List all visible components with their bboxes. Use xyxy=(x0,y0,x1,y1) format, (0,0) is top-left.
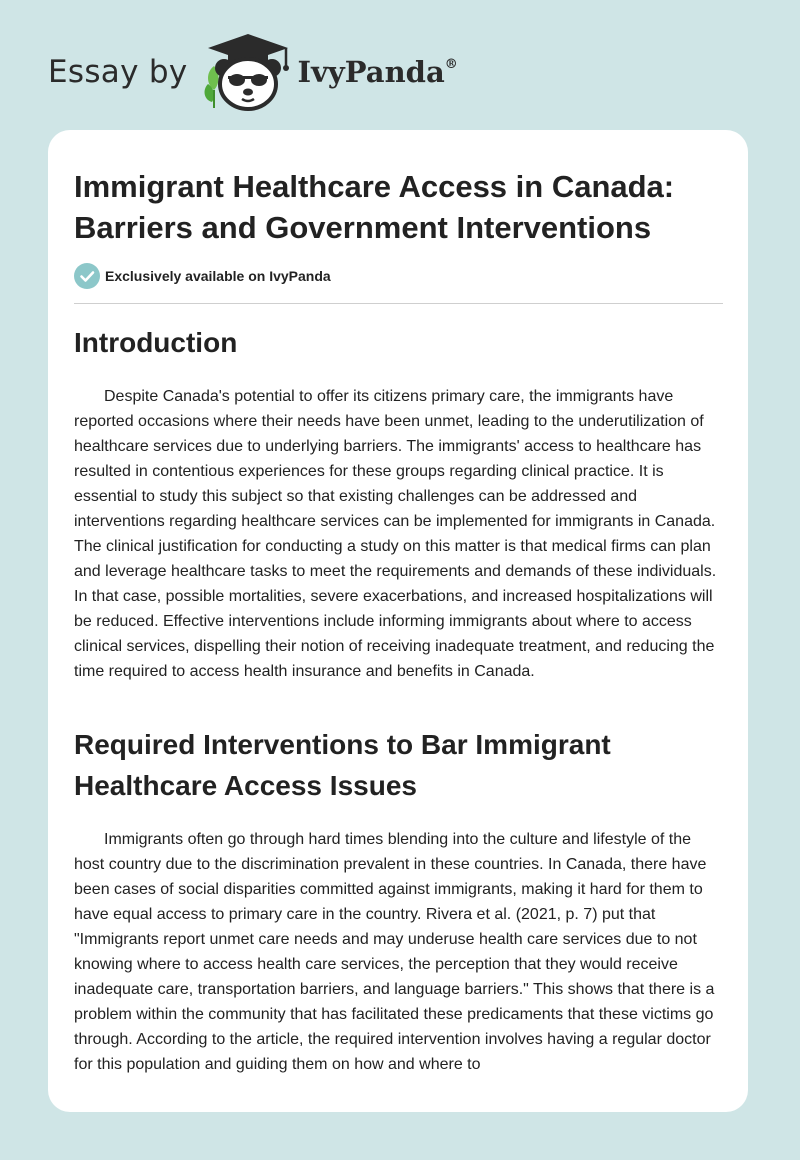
site-header xyxy=(48,32,458,112)
section-paragraph-introduction: Despite Canada's potential to offer its citizens primary care, the immigrants have reported occasions where their needs have been unmet, leading to the underutilization of healthcare services due to underlying barriers. The immigrants' access to healthcare has resulted in contentious experiences for these groups regarding clinical practice. It is essential to study this subject so that existing challenges can be addressed and interventions regarding healthcare services can be implemented for immigrants in Canada. The clinical justification for conducting a study on this matter is that medical firms can plan and leverage healthcare tasks to meet the requirements and demands of these individuals. In that case, possible mortalities, severe exacerbations, and increased hospitalizations will be reduced. Effective interventions include informing immigrants about where to access clinical services, dispelling their notion of receiving inadequate treatment, and reducing the time required to access health insurance and benefits in Canada. xyxy=(74,388,717,680)
registered-mark: ® xyxy=(444,57,458,72)
essay-by-label: Essay by xyxy=(48,54,188,90)
title-divider xyxy=(74,303,723,304)
essay-card xyxy=(48,130,748,1112)
exclusive-badge xyxy=(74,263,331,289)
exclusive-badge-text: Exclusively available on IvyPanda xyxy=(105,268,331,284)
checkmark-icon xyxy=(74,263,100,289)
brand-name: IvyPanda® xyxy=(297,55,458,89)
section-paragraph-interventions: Immigrants often go through hard times blending into the culture and lifestyle of the host country due to the discrimination prevalent in these countries. In Canada, there have been cases of social disparities committed against immigrants, making it hard for them to have equal access to primary care in the country. Rivera et al. (2021, p. 7) put that "Immigrants report unmet care needs and may underuse health care services due to not knowing where to access health care services, the perception that they would receive inadequate care, transportation barriers, and language barriers." This shows that there is a problem within the community that has facilitated these predicaments that these victims go through. According to the article, the required intervention involves having a regular doctor for this population and guiding them on how and where to xyxy=(74,831,715,1073)
section-heading-introduction: Introduction xyxy=(74,327,238,358)
section-heading-interventions: Required Interventions to Bar Immigrant Healthcare Access Issues xyxy=(74,729,611,801)
essay-title: Immigrant Healthcare Access in Canada: Barriers and Government Interventions xyxy=(74,169,675,245)
panda-logo-icon xyxy=(202,32,294,112)
